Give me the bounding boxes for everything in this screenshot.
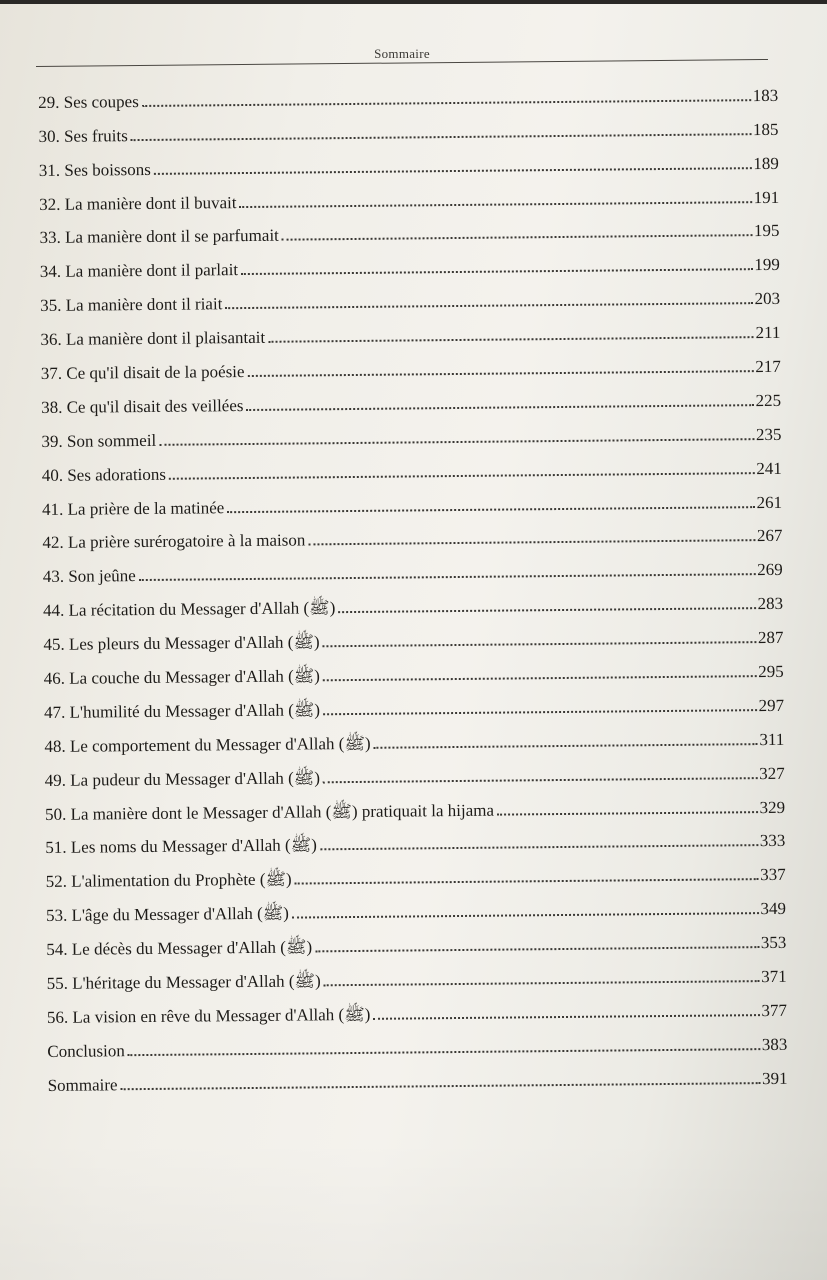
toc-entry-title: 31. Ses boissons [38,159,151,180]
toc-entry-page-number: 211 [755,323,781,343]
dot-leader [324,980,759,986]
toc-entry-title: 29. Ses coupes [38,91,139,112]
dot-leader [308,540,755,546]
toc-entry-page-number: 349 [760,899,787,919]
page-top-edge [0,0,827,4]
toc-entry-title: 36. La manière dont il plaisantait [40,327,266,350]
toc-entry-page-number: 185 [752,119,779,139]
toc-entry-title: 37. Ce qu'il disait de la poésie [40,362,245,384]
toc-entry-title: 42. La prière surérogatoire à la maison [42,530,306,553]
toc-entry-title: 33. La manière dont il se parfumait [39,226,279,248]
toc-entry-title: 50. La manière dont le Messager d'Allah (ﷺ) pratiquait la hijama [44,800,495,824]
dot-leader [159,438,754,446]
toc-entry-page-number: 261 [756,492,783,512]
dot-leader [128,1048,760,1056]
dot-leader [131,133,751,141]
toc-entry-title: 48. Le comportement du Messager d'Allah (ﷺ) [44,733,371,756]
toc-entry-page-number: 189 [753,153,779,173]
dot-leader [373,1014,759,1020]
toc-entry-page-number: 295 [758,661,784,682]
toc-entry-page-number: 297 [758,695,785,716]
toc-entry-page-number: 337 [760,865,786,885]
dot-leader [320,845,758,851]
page-shadow [0,1140,827,1280]
toc-entry-title: 34. La manière dont il parlait [39,260,239,282]
dot-leader [225,302,752,309]
table-of-contents [38,73,788,1097]
dot-leader [295,878,759,884]
dot-leader [323,675,756,681]
dot-leader [323,709,757,715]
toc-entry-title: 55. L'héritage du Messager d'Allah (ﷺ) [46,971,321,994]
toc-entry-page-number: 199 [754,255,780,275]
dot-leader [282,235,752,242]
toc-entry-title: 54. Le décès du Messager d'Allah (ﷺ) [46,937,313,960]
dot-leader [497,811,758,816]
toc-entry-page-number: 391 [762,1068,788,1088]
toc-entry-page-number: 329 [759,797,786,817]
toc-entry-title: 46. La couche du Messager d'Allah (ﷺ) [43,666,320,689]
toc-entry-page-number: 377 [761,1000,788,1021]
toc-entry-page-number: 203 [754,289,781,309]
dot-leader [240,201,752,208]
toc-entry-title: 52. L'alimentation du Prophète (ﷺ) [45,869,292,892]
dot-leader [268,336,753,343]
toc-entry-page-number: 241 [756,458,782,478]
dot-leader [323,777,757,783]
toc-entry-title: 49. La pudeur du Messager d'Allah (ﷺ) [44,768,321,790]
dot-leader [142,99,751,107]
toc-entry-page-number: 269 [757,560,783,580]
toc-entry-title: 35. La manière dont il riait [40,294,223,316]
dot-leader [169,472,754,480]
dot-leader [139,573,755,581]
toc-entry-title: 38. Ce qu'il disait des veillées [41,395,244,417]
dot-leader [292,912,759,918]
toc-entry [47,1056,787,1097]
dot-leader [241,268,752,275]
toc-entry-page-number: 217 [755,356,781,377]
toc-entry-title: 56. La vision en rêve du Messager d'Allah (ﷺ) [46,1004,371,1027]
toc-entry-page-number: 287 [757,628,784,648]
toc-entry-page-number: 267 [756,526,783,546]
toc-entry-page-number: 225 [755,390,782,411]
toc-entry-title: 43. Son jeûne [42,566,136,587]
dot-leader [248,370,754,377]
toc-entry-title: 39. Son sommeil [41,430,157,451]
toc-entry-page-number: 191 [753,187,780,207]
toc-entry-page-number: 183 [752,85,779,106]
dot-leader [338,607,755,613]
toc-entry-page-number: 383 [761,1034,788,1054]
toc-entry-page-number: 371 [761,966,787,987]
toc-entry-title: 32. La manière dont il buvait [39,192,237,214]
toc-entry-title: 51. Les noms du Messager d'Allah (ﷺ) [45,835,317,858]
toc-entry-page-number: 283 [757,594,784,614]
toc-entry-title: Conclusion [47,1041,125,1061]
dot-leader [323,641,756,647]
running-header: Sommaire [374,46,430,61]
dot-leader [374,743,758,749]
toc-entry-page-number: 327 [759,763,785,783]
toc-entry-title: 41. La prière de la matinée [42,497,225,519]
toc-entry-page-number: 353 [760,933,787,953]
toc-entry-title: 53. L'âge du Messager d'Allah (ﷺ) [45,903,290,926]
toc-entry-page-number: 235 [755,424,782,444]
toc-entry-title: 44. La récitation du Messager d'Allah (ﷺ) [43,598,336,621]
toc-entry-page-number: 195 [753,221,780,241]
toc-entry-title: Sommaire [47,1075,118,1095]
toc-entry-title: 40. Ses adorations [41,464,167,485]
toc-entry-page-number: 333 [759,831,786,851]
dot-leader [154,167,752,175]
toc-entry-page-number: 311 [759,729,785,749]
dot-leader [121,1082,761,1090]
toc-entry-title: 45. Les pleurs du Messager d'Allah (ﷺ) [43,632,320,655]
dot-leader [227,506,754,513]
toc-entry-title: 47. L'humilité du Messager d'Allah (ﷺ) [43,700,321,722]
dot-leader [246,404,753,411]
toc-entry-title: 30. Ses fruits [38,125,128,146]
dot-leader [315,946,759,952]
